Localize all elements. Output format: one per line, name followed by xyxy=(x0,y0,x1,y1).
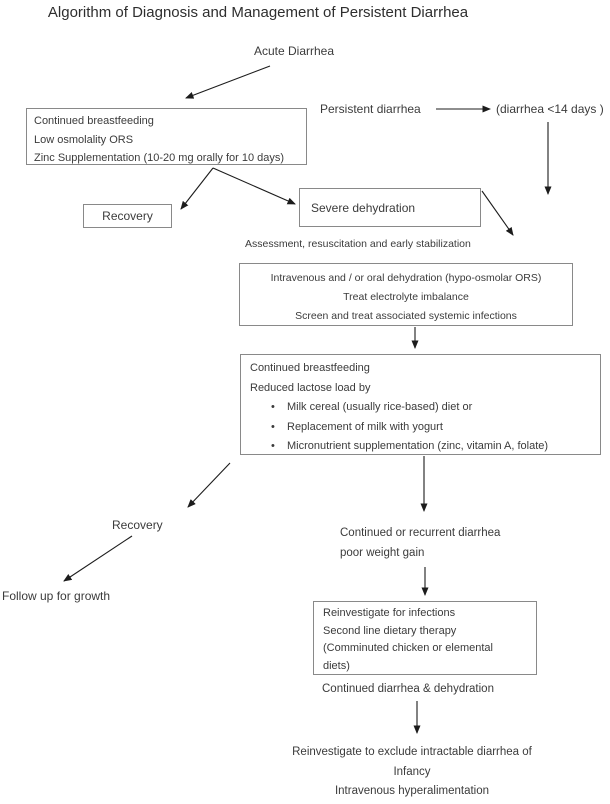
box-reinvestigate xyxy=(313,601,537,675)
box-stabilization-line: Intravenous and / or oral dehydration (hypo-osmolar ORS) xyxy=(270,272,542,284)
box-severe-dehydration xyxy=(299,188,481,227)
box-nutrition xyxy=(240,354,601,455)
continued-recurrent-line2: poor weight gain xyxy=(340,547,425,559)
final-line: Intravenous hyperalimentation xyxy=(334,785,490,797)
continued-recurrent-line1: Continued or recurrent diarrhea xyxy=(340,527,501,539)
box-reinvestigate-line: Reinvestigate for infections xyxy=(323,607,456,619)
box-initial-management xyxy=(26,108,307,165)
flow-label-acute-diarrhea: Acute Diarrhea xyxy=(253,44,335,58)
arrow-initial-to-recovery xyxy=(181,168,213,209)
arrow-acute-to-initial xyxy=(186,66,270,98)
box-severe-label: Severe dehydration xyxy=(311,200,416,215)
box-nutrition-bullet-item xyxy=(241,398,600,418)
arrow-nutrition-to-recovery xyxy=(188,463,230,507)
box-nutrition-line: Reduced lactose load by xyxy=(250,381,371,394)
flow-label-assessment: Assessment, resuscitation and early stabilization xyxy=(245,238,471,250)
arrow-initial-to-severe xyxy=(213,168,295,204)
flow-label-continued-recurrent xyxy=(340,523,500,563)
box-recovery-label: Recovery xyxy=(102,209,153,223)
box-initial-line: Low osmolality ORS xyxy=(34,133,134,146)
bullet-icon: • xyxy=(271,401,275,413)
box-nutrition-line: Continued breastfeeding xyxy=(250,362,370,374)
flow-label-duration-note: (diarrhea <14 days ) xyxy=(496,102,604,116)
box-stabilization-line: Treat electrolyte imbalance xyxy=(343,291,469,303)
arrow-severe-down-right xyxy=(482,191,513,235)
page-title: Algorithm of Diagnosis and Management of Persistent Diarrhea xyxy=(47,4,469,21)
box-nutrition-bullet-item xyxy=(241,418,600,438)
box-nutrition-bullet-item xyxy=(241,437,600,457)
flow-label-final xyxy=(262,743,562,802)
box-reinvestigate-line: (Comminuted chicken or elemental xyxy=(323,642,493,654)
box-recovery xyxy=(83,204,172,228)
final-line: Reinvestigate to exclude intractable diarrhea of xyxy=(292,746,532,758)
box-initial-line: Continued breastfeeding xyxy=(34,115,154,127)
flow-label-follow-up: Follow up for growth xyxy=(2,589,111,603)
box-initial-line: Zinc Supplementation (10-20 mg orally for 10 days) xyxy=(34,152,285,164)
final-line: Infancy xyxy=(393,765,431,778)
bullet-icon: • xyxy=(271,420,275,433)
bullet-icon: • xyxy=(271,440,275,452)
flow-label-persistent-diarrhea: Persistent diarrhea xyxy=(320,102,421,116)
flow-label-continued-dehydration: Continued diarrhea & dehydration xyxy=(322,683,494,695)
box-nutrition-bullet-text: Micronutrient supplementation (zinc, vitamin A, folate) xyxy=(287,440,549,452)
box-nutrition-bullet-text: Milk cereal (usually rice-based) diet or xyxy=(287,401,473,413)
box-stabilization xyxy=(239,263,573,326)
box-reinvestigate-line: diets) xyxy=(323,659,350,672)
box-stabilization-line: Screen and treat associated systemic infections xyxy=(295,310,517,322)
arrow-recovery-to-followup xyxy=(64,536,132,581)
box-nutrition-bullet-text: Replacement of milk with yogurt xyxy=(287,420,443,433)
box-reinvestigate-line: Second line dietary therapy xyxy=(323,624,457,637)
box-nutrition-bullet-list xyxy=(241,398,600,457)
flow-label-recovery: Recovery xyxy=(112,518,163,532)
